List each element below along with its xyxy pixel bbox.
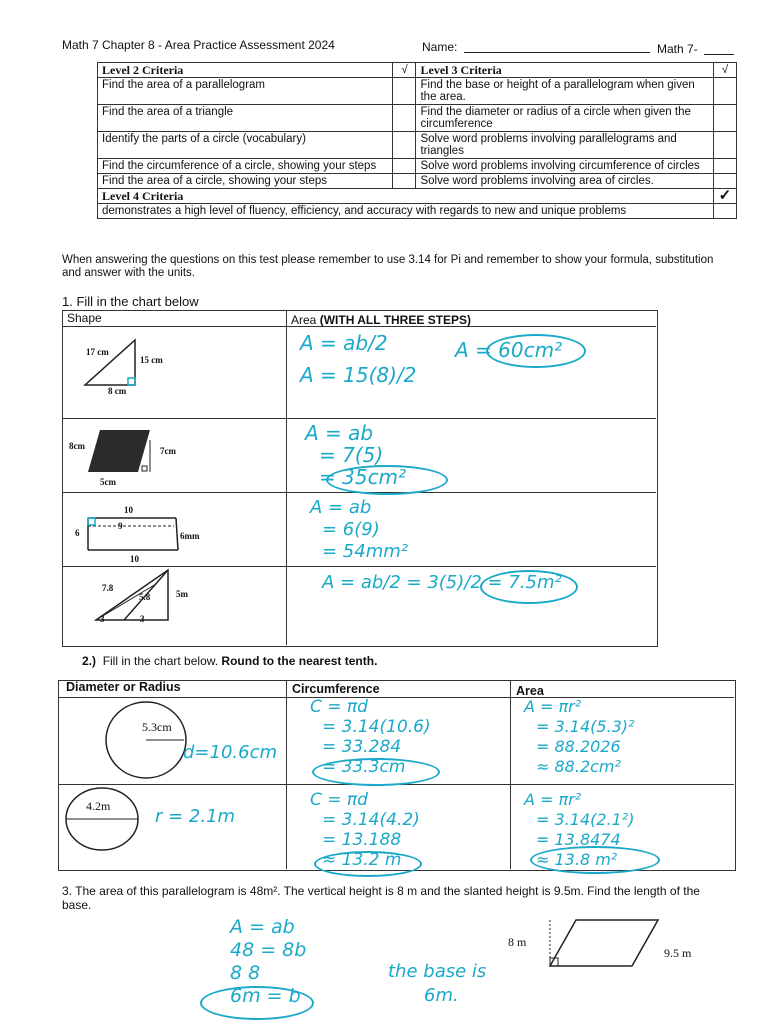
level4-text: demonstrates a high level of fluency, efficiency, and accuracy with regards to new and unique problems — [98, 204, 714, 219]
q2-prompt-bold: Round to the nearest tenth. — [221, 654, 378, 668]
work-line: A = 15(8)/2 — [300, 363, 417, 387]
q3-slant-label: 9.5 m — [664, 946, 692, 960]
q3-number: 3. — [62, 884, 73, 898]
q1-row-divider — [62, 566, 656, 567]
q2-col-circ: Circumference — [292, 682, 380, 696]
page-title: Math 7 Chapter 8 - Area Practice Assessment 2024 — [62, 38, 335, 52]
level4-check: ✓ — [713, 189, 736, 204]
q2-col-divider — [286, 680, 287, 869]
work-line: A = ab/2 — [300, 331, 388, 355]
q2-col-divider — [510, 680, 511, 869]
circle-radius-label: 5.3cm — [142, 720, 172, 734]
criteria-heading-row — [98, 63, 737, 78]
work-line: ≈ 13.8 m² — [536, 850, 618, 869]
q1-col-area — [291, 313, 471, 327]
criteria-row — [98, 174, 737, 189]
class-label: Math 7- — [657, 42, 698, 56]
criteria-row — [98, 159, 737, 174]
q3-text: The area of this parallelogram is 48m². The vertical height is 8 m and the slanted height is 9.5m. Find the length of the base. — [62, 884, 700, 912]
level2-item: Identify the parts of a circle (vocabulary) — [98, 132, 393, 159]
work-line: 48 = 8b — [230, 939, 307, 961]
q2-col-area: Area — [516, 684, 544, 698]
height-label: 5m — [176, 589, 188, 599]
name-blank-line — [464, 52, 650, 53]
work-line: = 13.8474 — [536, 830, 621, 849]
level2-heading: Level 2 Criteria — [98, 63, 393, 78]
q2-number: 2.) — [82, 654, 97, 668]
parallelogram-height-label: 7cm — [160, 446, 176, 456]
q2-col-dr: Diameter or Radius — [66, 680, 181, 694]
level2-item: Find the area of a circle, showing your steps — [98, 174, 393, 189]
criteria-row — [98, 132, 737, 159]
level3-item: Find the base or height of a parallelogram when given the area. — [416, 78, 713, 105]
base-left-label: 3 — [100, 614, 105, 624]
criteria-row — [98, 105, 737, 132]
q1-row-divider — [62, 418, 656, 419]
work-line: ≈ 88.2cm² — [536, 757, 621, 776]
level3-item: Solve word problems involving parallelograms and triangles — [416, 132, 713, 159]
work-line: ≈ 13.2 m — [322, 850, 402, 870]
q1-prompt — [62, 294, 199, 309]
q3-conclusion — [388, 960, 486, 1008]
level3-item: Solve word problems involving area of circles. — [416, 174, 713, 189]
work-line: = 33.284 — [322, 737, 402, 757]
q2-row1-given: d=10.6cm — [183, 742, 278, 763]
work-line: 6m. — [424, 985, 459, 1006]
circle-diameter-label: 4.2m — [86, 799, 111, 813]
instructions: When answering the questions on this test please remember to use 3.14 for Pi and remember to show your formula, substitution and answer with the units. — [62, 254, 714, 279]
level3-check: √ — [713, 63, 736, 78]
q1-col-area-note: (WITH ALL THREE STEPS) — [319, 313, 472, 327]
level4-heading: Level 4 Criteria — [98, 189, 714, 204]
work-line: = 88.2026 — [536, 737, 621, 756]
work-line: C = πd — [310, 697, 368, 717]
work-line: = 35cm² — [319, 465, 407, 489]
right-side-label: 6mm — [180, 531, 200, 541]
answer-circle — [530, 846, 660, 874]
work-line: 8 8 — [230, 962, 261, 984]
work-line: = 54mm² — [322, 541, 408, 562]
q1-prompt-text: Fill in the chart below — [76, 294, 199, 309]
circle-figure — [64, 786, 140, 852]
parallelogram-base-label: 5cm — [100, 477, 116, 487]
level4-row — [98, 204, 737, 219]
level3-item: Find the diameter or radius of a circle when given the circumference — [416, 105, 713, 132]
q3-prompt — [62, 884, 722, 912]
parallelogram-figure — [86, 428, 152, 478]
criteria-row — [98, 78, 737, 105]
work-line: = 3.14(2.1²) — [536, 810, 635, 829]
work-line: = 3.14(5.3)² — [536, 717, 635, 736]
inner-slant-label: 5.8 — [139, 592, 151, 602]
q3-parallelogram-figure — [540, 916, 660, 972]
parallelogram-dimension-figure — [86, 514, 186, 554]
q2-prompt — [82, 654, 377, 668]
work-line: A = ab — [310, 497, 372, 518]
inner-height-label: 9 — [118, 521, 123, 531]
slant-label: 7.8 — [102, 583, 114, 593]
q2-prompt-plain: Fill in the chart below. — [102, 654, 219, 668]
class-blank-line — [704, 54, 734, 55]
q1-col-area-label: Area — [291, 313, 317, 327]
work-line: A = ab — [305, 421, 374, 445]
triangle-height-label: 15 cm — [140, 355, 163, 365]
circle-figure — [104, 700, 188, 780]
level2-item: Find the circumference of a circle, showing your steps — [98, 159, 393, 174]
work-line: = 3.14(4.2) — [322, 810, 420, 830]
work-line: A = ab — [230, 916, 295, 938]
width-top-label: 10 — [124, 505, 133, 515]
q1-row4-work: A = ab/2 = 3(5)/2 = 7.5m² — [322, 572, 562, 593]
q2-row1-area-work — [524, 697, 634, 777]
work-line: 6m = b — [230, 985, 301, 1007]
name-label — [422, 40, 457, 54]
work-line: = 13.188 — [322, 830, 402, 850]
level2-check: √ — [393, 63, 416, 78]
q1-col-divider — [286, 310, 287, 645]
work-line: = 6(9) — [322, 519, 380, 540]
triangle-base-label: 8 cm — [108, 386, 127, 396]
level4-heading-row — [98, 189, 737, 204]
level3-heading: Level 3 Criteria — [416, 63, 713, 78]
side-label: 6 — [75, 528, 80, 538]
work-line: A = πr² — [524, 790, 582, 809]
level3-item: Solve word problems involving circumference of circles — [416, 159, 713, 174]
level2-item: Find the area of a triangle — [98, 105, 393, 132]
q1-row1-work — [300, 332, 416, 386]
answer-circle — [314, 851, 422, 877]
q1-col-shape: Shape — [67, 311, 102, 325]
base-right-label: 3 — [140, 614, 145, 624]
answer-circle — [480, 570, 578, 604]
answer-circle — [200, 986, 314, 1020]
answer-circle — [312, 758, 440, 786]
work-line: = 33.3cm — [322, 757, 406, 777]
work-line: the base is — [388, 961, 487, 982]
work-line: C = πd — [310, 790, 368, 810]
work-line: = 3.14(10.6) — [322, 717, 431, 737]
name-label-text: Name: — [422, 40, 458, 54]
q1-number: 1. — [62, 294, 73, 309]
criteria-table — [97, 62, 737, 219]
work-line: A = πr² — [524, 697, 582, 716]
q3-height-label: 8 m — [508, 935, 527, 949]
level2-item: Find the area of a parallelogram — [98, 78, 393, 105]
q2-row2-given: r = 2.1m — [155, 806, 236, 827]
triangle-hypotenuse-label: 17 cm — [86, 347, 109, 357]
parallelogram-side-label: 8cm — [69, 441, 85, 451]
work-line: = 7(5) — [319, 443, 384, 467]
answer-circle — [486, 334, 586, 368]
answer-circle — [326, 465, 448, 495]
width-bottom-label: 10 — [130, 554, 139, 564]
q1-row3-work — [310, 497, 408, 563]
q1-row1-answer: A = 60cm² — [455, 338, 563, 362]
